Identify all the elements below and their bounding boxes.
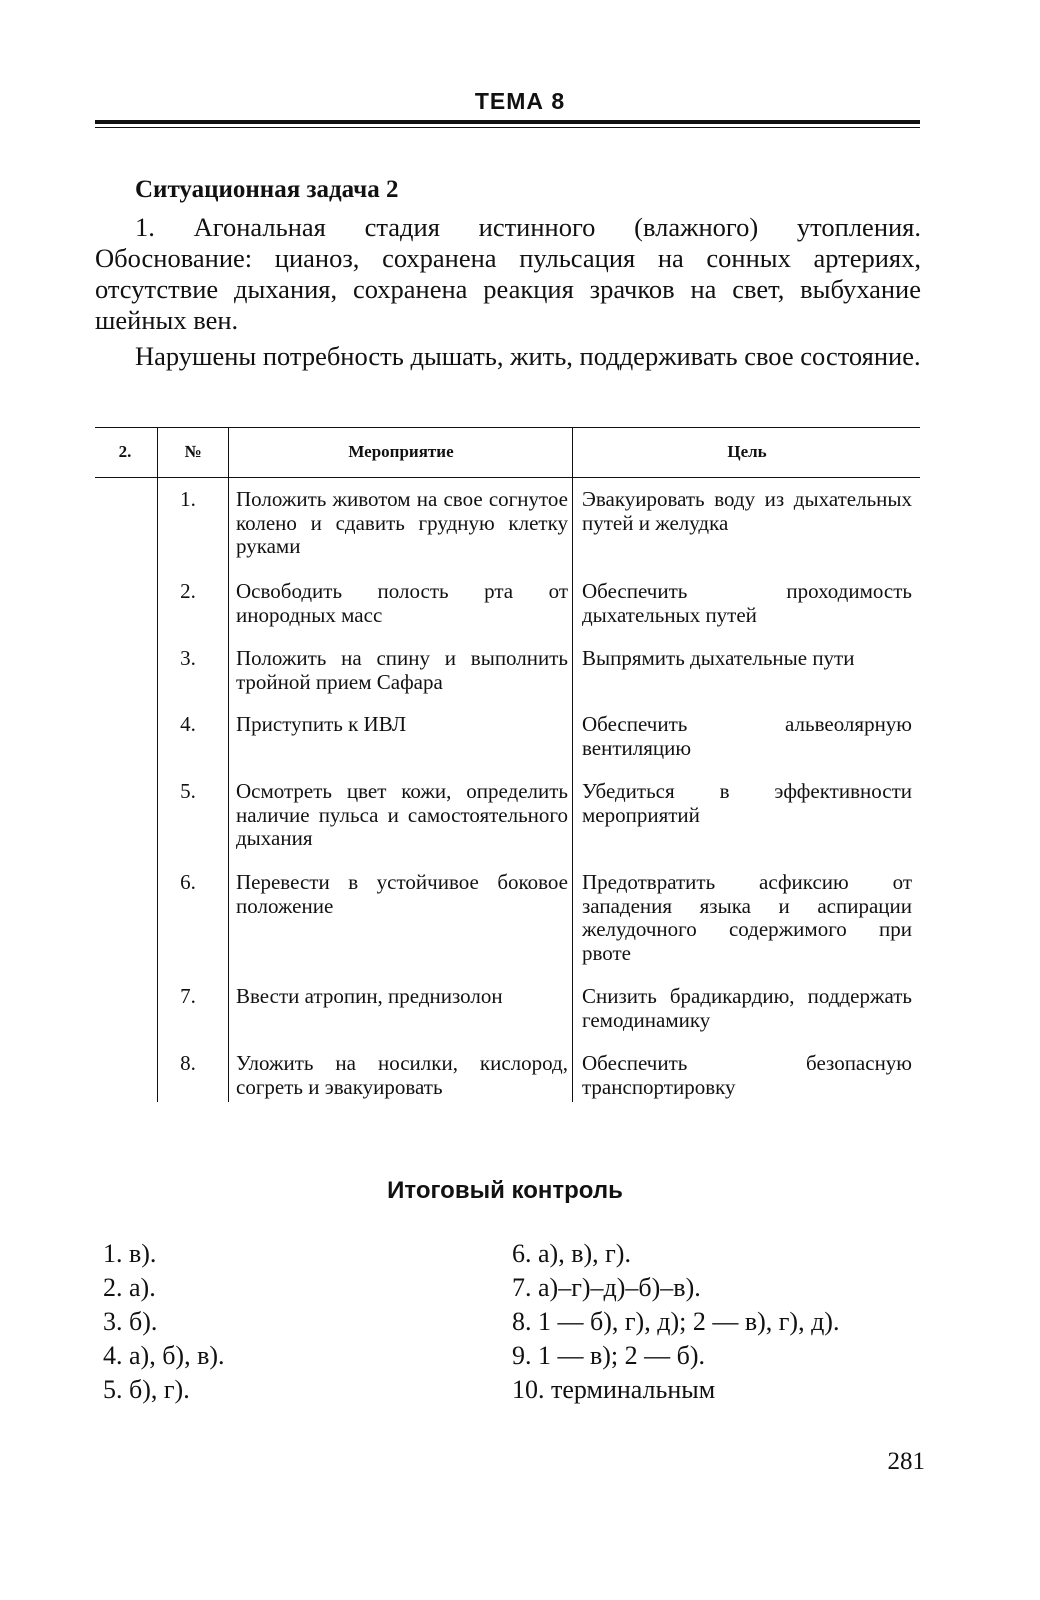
answer-item: 9. 1 — в); 2 — б).	[512, 1341, 706, 1370]
table-row-action: Ввести атропин, преднизолон	[236, 984, 503, 1008]
table-row-number: 4.	[180, 712, 196, 736]
answer-item: 6. а), в), г).	[512, 1239, 631, 1268]
answer-item: 7. а)–г)–д)–б)–в).	[512, 1273, 701, 1302]
table-row-action: Освободить полость рта от инородных масс	[236, 579, 568, 627]
table-header-rule	[95, 477, 920, 478]
table-header-section: 2.	[118, 442, 132, 461]
table-row-action: Перевести в устойчивое боковое положение	[236, 870, 568, 918]
answers-right-column	[512, 1237, 839, 1407]
table-row-goal: Обеспечить безопасную транспортировку	[582, 1051, 912, 1099]
page-number: 281	[887, 1448, 925, 1475]
table-header-goal: Цель	[727, 442, 767, 461]
answer-item: 10. терминальным	[512, 1375, 716, 1404]
running-header: ТЕМА 8	[474, 88, 566, 114]
header-rule-thin	[95, 127, 920, 128]
table-header-measure: Мероприятие	[348, 442, 454, 461]
table-row-action: Уложить на носилки, кислород, согреть и эвакуировать	[236, 1051, 568, 1099]
table-row-goal: Обеспечить альвеолярную вентиляцию	[582, 712, 912, 760]
table-row-action: Осмотреть цвет кожи, определить наличие пульса и самостоятельного дыхания	[236, 779, 568, 850]
answer-item: 2. а).	[103, 1273, 156, 1302]
table-row-number: 7.	[180, 984, 196, 1008]
answer-item: 5. б), г).	[103, 1375, 190, 1404]
task-title: Ситуационная задача 2	[135, 176, 399, 203]
table-row-goal: Предотвратить асфиксию от западения языка и аспирации желудочного содержимого при рвоте	[582, 870, 912, 965]
table-row-number: 3.	[180, 646, 196, 670]
task-answer-paragraph: 1. Агональная стадия истинного (влажного) утопления. Обоснование: цианоз, сохранена пульсация на сонных артериях, отсутствие дыхания, сохранена реакция зрачков на свет, выбухание шейных вен.	[95, 212, 921, 335]
table-row-goal: Обеспечить проходимость дыхательных путей	[582, 579, 912, 627]
table-row-action: Положить животом на свое согнутое колено и сдавить грудную клетку руками	[236, 487, 568, 558]
table-row-goal: Выпрямить дыхательные пути	[582, 646, 855, 670]
table-row-number: 5.	[180, 779, 196, 803]
table-row-number: 6.	[180, 870, 196, 894]
answer-item: 1. в).	[103, 1239, 157, 1268]
table-col-divider-2	[228, 427, 229, 1102]
table-row-goal: Эвакуировать воду из дыхательных путей и желудка	[582, 487, 912, 535]
header-rule-thick	[95, 120, 920, 124]
table-row-goal: Снизить брадикардию, поддержать гемодинамику	[582, 984, 912, 1032]
table-row-number: 8.	[180, 1051, 196, 1075]
needs-paragraph: Нарушены потребность дышать, жить, поддерживать свое состояние.	[135, 341, 921, 371]
answer-item: 8. 1 — б), г), д); 2 — в), г), д).	[512, 1307, 840, 1336]
table-row-number: 2.	[180, 579, 196, 603]
table-col-divider-3	[572, 427, 573, 1102]
table-row-goal: Убедиться в эффективности мероприятий	[582, 779, 912, 827]
answer-item: 3. б).	[103, 1307, 158, 1336]
table-row-action: Приступить к ИВЛ	[236, 712, 407, 736]
final-control-title: Итоговый контроль	[387, 1177, 623, 1204]
table-row-action: Положить на спину и выполнить тройной прием Сафара	[236, 646, 568, 694]
table-col-divider-1	[157, 427, 158, 1102]
table-top-rule	[95, 427, 920, 428]
answer-item: 4. а), б), в).	[103, 1341, 225, 1370]
table-header-number: №	[184, 442, 202, 461]
table-row-number: 1.	[180, 487, 196, 511]
answers-left-column	[103, 1237, 225, 1407]
